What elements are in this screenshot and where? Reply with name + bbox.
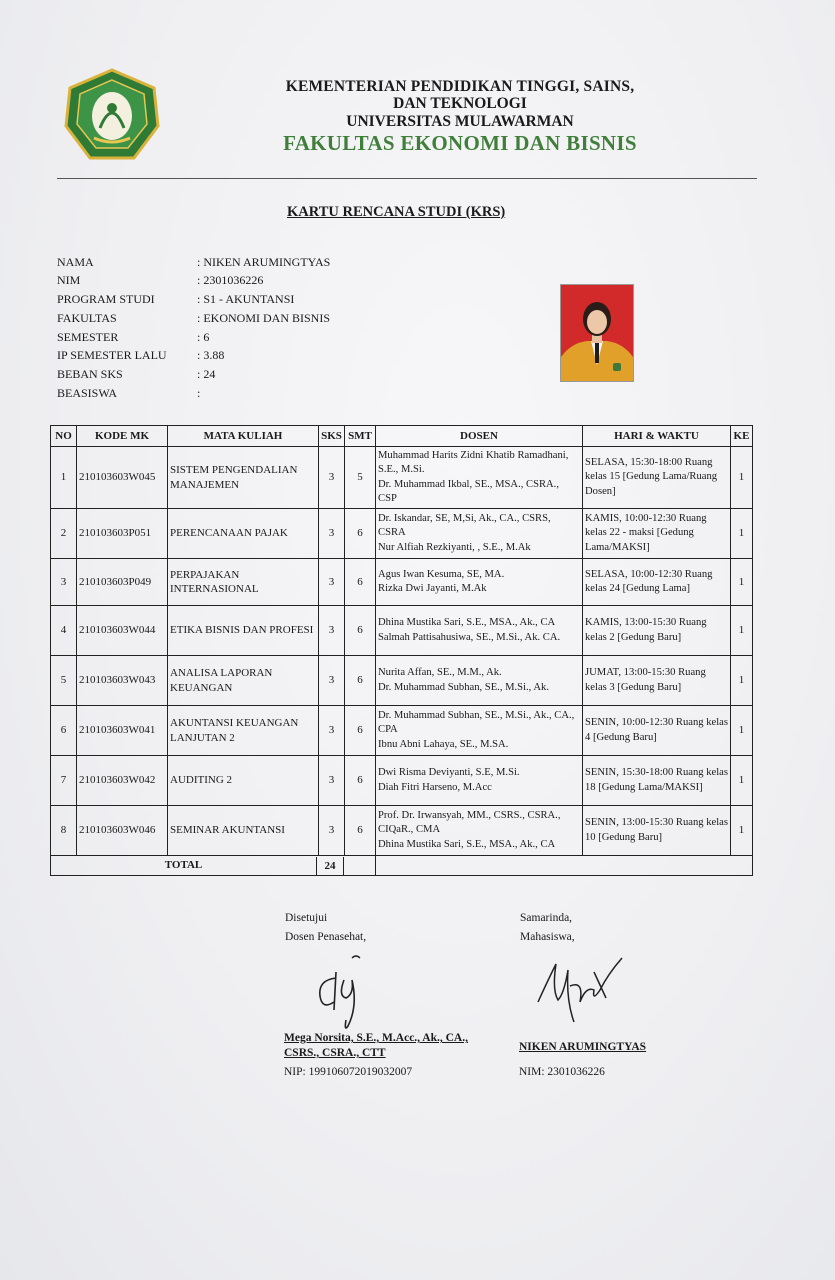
cell-waktu: SENIN, 15:30-18:00 Ruang kelas 18 [Gedung Lama/MAKSI] [583,756,731,806]
cell-smt: 6 [345,656,376,706]
krs-table [50,425,753,876]
table-row [51,606,753,656]
cell-ke: 1 [731,706,753,756]
col-header-waktu: HARI & WAKTU [583,426,731,447]
cell-waktu: SELASA, 15:30-18:00 Ruang kelas 15 [Gedung Lama/Ruang Dosen] [583,447,731,509]
cell-sks: 3 [319,509,345,559]
table-row [51,509,753,559]
cell-kode: 210103603W044 [77,606,168,656]
total-blank-cell [376,856,753,876]
dosen-1: Dhina Mustika Sari, S.E., MSA., Ak., CA [378,617,556,628]
cell-waktu: SENIN, 13:00-15:30 Ruang kelas 10 [Gedung Baru] [583,806,731,856]
table-row [51,656,753,706]
cell-kode: 210103603W046 [77,806,168,856]
cell-dosen [376,706,583,756]
table-row [51,447,753,509]
cell-no: 3 [51,559,77,606]
ministry-line2: DAN TEKNOLOGI [393,95,527,112]
dosen-2: Diah Fitri Harseno, M.Acc [378,781,492,793]
cell-dosen [376,656,583,706]
cell-waktu: SENIN, 10:00-12:30 Ruang kelas 4 [Gedung Baru] [583,706,731,756]
value-nim: : 2301036226 [197,273,264,287]
total-empty-cell [343,857,375,875]
label-ip-semester: IP SEMESTER LALU [57,348,167,362]
total-sks: 24 [316,857,343,875]
label-nim: NIM [57,273,81,287]
dosen-2: Dr. Muhammad Ikbal, SE., MSA., CSRA., CSP [378,478,559,504]
value-semester: : 6 [197,330,210,344]
student-signature-icon [534,950,630,1030]
dosen-1: Dr. Muhammad Subhan, SE., M.Si., Ak., CA., CPA [378,709,575,736]
cell-dosen [376,606,583,656]
dosen-2: Ibnu Abni Lahaya, SE., M.SA. [378,738,509,750]
cell-dosen [376,509,583,559]
col-header-ke: KE [731,426,753,447]
dosen-2: Dr. Muhammad Subhan, SE., M.Si., Ak. [378,681,549,693]
dosen-2: Rizka Dwi Jayanti, M.Ak [378,583,487,594]
cell-sks: 3 [319,559,345,606]
place-label: Samarinda, [520,912,573,924]
cell-waktu: KAMIS, 13:00-15:30 Ruang kelas 2 [Gedung Baru] [583,606,731,656]
cell-kode: 210103603W045 [77,447,168,509]
person-photo-icon [561,285,633,381]
cell-kode: 210103603P051 [77,509,168,559]
label-fakultas: FAKULTAS [57,311,117,325]
cell-mata-kuliah: AKUNTANSI KEUANGAN LANJUTAN 2 [168,706,319,756]
label-program-studi: PROGRAM STUDI [57,292,155,306]
label-nama: NAMA [57,255,94,269]
col-header-smt: SMT [345,426,376,447]
dosen-2: Dhina Mustika Sari, S.E., MSA., Ak., CA [378,838,556,850]
cell-mata-kuliah: SEMINAR AKUNTANSI [168,806,319,856]
table-header-row [51,426,753,447]
cell-mata-kuliah: ETIKA BISNIS DAN PROFESI [168,606,319,656]
cell-dosen [376,756,583,806]
advisor-signature-icon [308,950,378,1032]
dosen-2: Nur Alfiah Rezkiyanti, , S.E., M.Ak [378,541,531,553]
cell-sks: 3 [319,447,345,509]
cell-sks: 3 [319,806,345,856]
cell-ke: 1 [731,509,753,559]
col-header-no: NO [51,426,77,447]
cell-sks: 3 [319,706,345,756]
student-nim: NIM: 2301036226 [519,1066,605,1078]
cell-mata-kuliah: AUDITING 2 [168,756,319,806]
cell-sks: 3 [319,606,345,656]
dosen-1: Prof. Dr. Irwansyah, MM., CSRS., CSRA., CIQaR., CMA [378,809,561,836]
dosen-1: Dwi Risma Deviyanti, S.E, M.Si. [378,767,520,778]
cell-no: 8 [51,806,77,856]
ministry-line1: KEMENTERIAN PENDIDIKAN TINGGI, SAINS, [285,78,635,95]
cell-smt: 6 [345,756,376,806]
value-ip-semester: : 3.88 [197,348,225,362]
advisor-name-line1: Mega Norsita, S.E., M.Acc., Ak., CA., [284,1032,468,1044]
cell-dosen [376,806,583,856]
cell-ke: 1 [731,606,753,656]
cell-no: 2 [51,509,77,559]
university-logo-icon [64,68,160,164]
dosen-1: Muhammad Harits Zidni Khatib Ramadhani, S.E., M.Si. [378,449,569,475]
advisor-role: Dosen Penasehat, [285,931,367,943]
value-program-studi: : S1 - AKUNTANSI [197,292,295,306]
cell-no: 6 [51,706,77,756]
cell-ke: 1 [731,559,753,606]
dosen-1: Dr. Iskandar, SE, M,Si, Ak., CA., CSRS, CSRA [378,512,551,539]
value-fakultas: : EKONOMI DAN BISNIS [197,311,331,325]
table-total-row [51,856,753,876]
cell-kode: 210103603W043 [77,656,168,706]
advisor-nip: NIP: 199106072019032007 [284,1066,413,1078]
header-divider [57,178,757,179]
cell-dosen [376,559,583,606]
col-header-sks: SKS [319,426,345,447]
cell-smt: 6 [345,606,376,656]
cell-ke: 1 [731,756,753,806]
value-beasiswa: : [197,386,201,400]
table-row [51,806,753,856]
dosen-1: Agus Iwan Kesuma, SE, MA. [378,568,505,580]
table-row [51,706,753,756]
cell-mata-kuliah: SISTEM PENGENDALIAN MANAJEMEN [168,447,319,509]
cell-mata-kuliah: PERENCANAAN PAJAK [168,509,319,559]
total-label: TOTAL [164,859,203,872]
cell-ke: 1 [731,447,753,509]
cell-no: 1 [51,447,77,509]
label-beasiswa: BEASISWA [57,386,118,400]
cell-smt: 6 [345,559,376,606]
cell-ke: 1 [731,806,753,856]
dosen-1: Nurita Affan, SE., M.M., Ak. [378,667,502,678]
table-row [51,559,753,606]
cell-waktu: JUMAT, 13:00-15:30 Ruang kelas 3 [Gedung Baru] [583,656,731,706]
approval-label: Disetujui [285,912,328,924]
total-cell-group [51,856,376,876]
cell-mata-kuliah: ANALISA LAPORAN KEUANGAN [168,656,319,706]
cell-smt: 5 [345,447,376,509]
university-name: UNIVERSITAS MULAWARMAN [346,113,574,130]
dosen-2: Salmah Pattisahusiwa, SE., M.Si., Ak. CA. [378,631,561,643]
cell-waktu: SELASA, 10:00-12:30 Ruang kelas 24 [Gedung Lama] [583,559,731,606]
cell-kode: 210103603W042 [77,756,168,806]
student-name: NIKEN ARUMINGTYAS [519,1041,647,1053]
cell-sks: 3 [319,756,345,806]
cell-no: 7 [51,756,77,806]
cell-smt: 6 [345,706,376,756]
cell-smt: 6 [345,806,376,856]
label-semester: SEMESTER [57,330,119,344]
cell-dosen [376,447,583,509]
cell-ke: 1 [731,656,753,706]
student-role: Mahasiswa, [520,931,575,943]
col-header-kode: KODE MK [77,426,168,447]
document-title: KARTU RENCANA STUDI (KRS) [287,204,506,220]
col-header-mata-kuliah: MATA KULIAH [168,426,319,447]
faculty-name: FAKULTAS EKONOMI DAN BISNIS [283,131,637,155]
cell-waktu: KAMIS, 10:00-12:30 Ruang kelas 22 - maksi [Gedung Lama/MAKSI] [583,509,731,559]
col-header-dosen: DOSEN [376,426,583,447]
cell-kode: 210103603W041 [77,706,168,756]
cell-mata-kuliah: PERPAJAKAN INTERNASIONAL [168,559,319,606]
table-row [51,756,753,806]
cell-no: 4 [51,606,77,656]
student-photo [560,284,634,382]
value-beban-sks: : 24 [197,367,216,381]
cell-no: 5 [51,656,77,706]
advisor-name-line2: CSRS., CSRA., CTT [284,1047,386,1059]
label-beban-sks: BEBAN SKS [57,367,123,381]
value-nama: : NIKEN ARUMINGTYAS [197,255,331,269]
cell-kode: 210103603P049 [77,559,168,606]
cell-smt: 6 [345,509,376,559]
cell-sks: 3 [319,656,345,706]
